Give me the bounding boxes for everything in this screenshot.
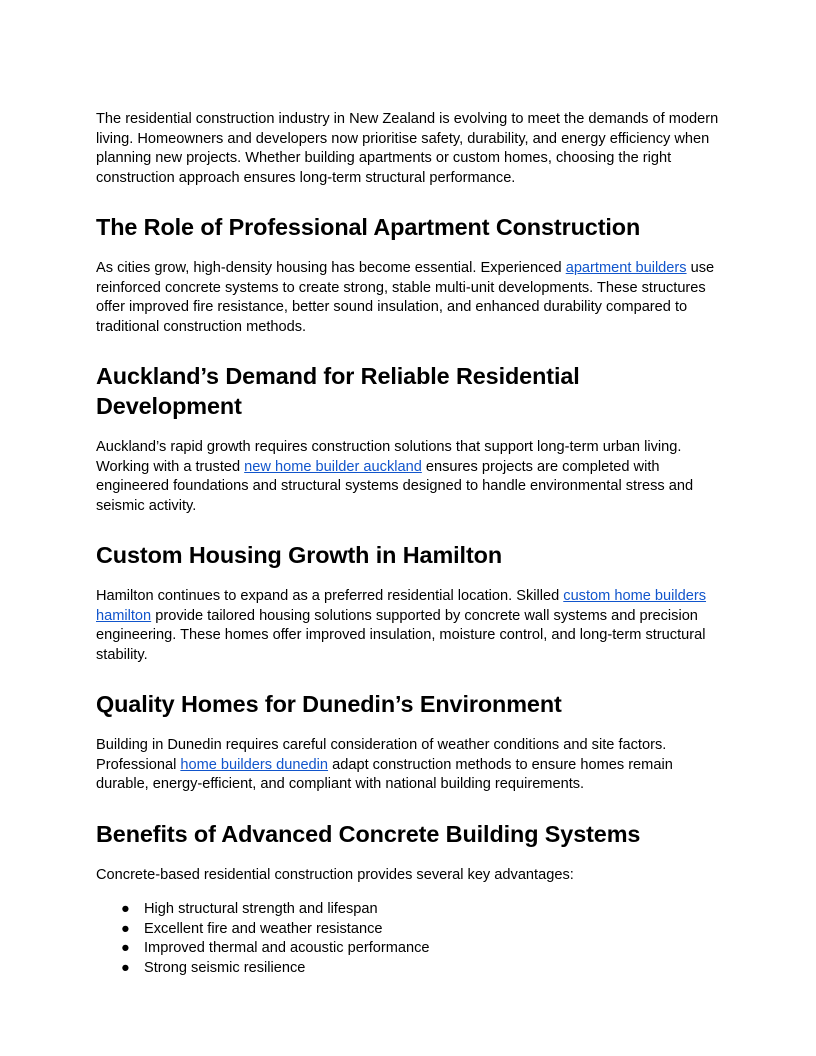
section-heading: Quality Homes for Dunedin’s Environment [96,691,562,717]
list-item [96,920,722,940]
list-item-text: High structural strength and lifespan [144,901,378,917]
section-hamilton-housing [96,540,722,665]
benefits-list [96,900,722,978]
document-body [96,110,722,978]
section-paragraph [96,736,722,795]
bullet-icon: ● [121,940,130,957]
section-heading: Custom Housing Growth in Hamilton [96,542,503,568]
list-item [96,900,722,920]
section-heading: Auckland’s Demand for Reliable Residential Development [96,363,580,419]
section-paragraph [96,259,722,337]
list-item-text: Excellent fire and weather resistance [144,920,383,937]
custom-home-builders-hamilton-link[interactable]: custom home builders hamilton [96,588,707,624]
paragraph-text: ensures projects are completed with engineered foundations and structural systems designed to handle environmental stress and seismic activity. [96,458,694,514]
section-apartment-construction [96,212,722,337]
section-heading: Benefits of Advanced Concrete Building Systems [96,820,641,847]
list-item [96,939,722,959]
benefits-lead: Concrete-based residential construction provides several key advantages: [96,866,574,883]
section-dunedin-homes [96,689,722,795]
apartment-builders-link[interactable]: apartment builders [565,260,687,276]
bullet-icon: ● [121,959,130,976]
list-item-text: Improved thermal and acoustic performance [144,940,430,957]
paragraph-text: provide tailored housing solutions supported by concrete wall systems and precision engineering. These homes offer improved insulation, moisture control, and long-term structural stability. [96,607,706,663]
paragraph-text: Hamilton continues to expand as a preferred residential location. Skilled [96,588,564,604]
section-paragraph [96,438,722,516]
new-home-builder-auckland-link[interactable]: new home builder auckland [244,458,422,475]
intro-paragraph: The residential construction industry in New Zealand is evolving to meet the demands of modern living. Homeowners and developers now prioritise safety, durability, and energy efficiency when planning new projects. Whether building apartments or custom homes, choosing the right construction approach ensures long-term structural performance. [96,111,719,186]
section-paragraph [96,587,722,665]
section-concrete-benefits [96,819,722,979]
paragraph-text: use reinforced concrete systems to create strong, stable multi-unit developments. These structures offer improved fire resistance, better sound insulation, and enhanced durability compared to traditional construction methods. [96,260,715,335]
bullet-icon: ● [121,920,130,937]
list-item [96,959,722,979]
section-auckland-development [96,361,722,516]
section-heading: The Role of Professional Apartment Construction [96,214,641,240]
home-builders-dunedin-link[interactable]: home builders dunedin [180,756,329,773]
paragraph-text: Building in Dunedin requires careful consideration of weather conditions and site factors. Professional [96,737,667,773]
bullet-icon: ● [121,901,130,917]
paragraph-text: As cities grow, high-density housing has become essential. Experienced [96,260,566,276]
paragraph-text: Auckland’s rapid growth requires construction solutions that support long-term urban living. Working with a trusted [96,439,682,475]
list-item-text: Strong seismic resilience [144,959,306,976]
paragraph-text: adapt construction methods to ensure homes remain durable, energy-efficient, and compliant with national building requirements. [96,756,673,792]
